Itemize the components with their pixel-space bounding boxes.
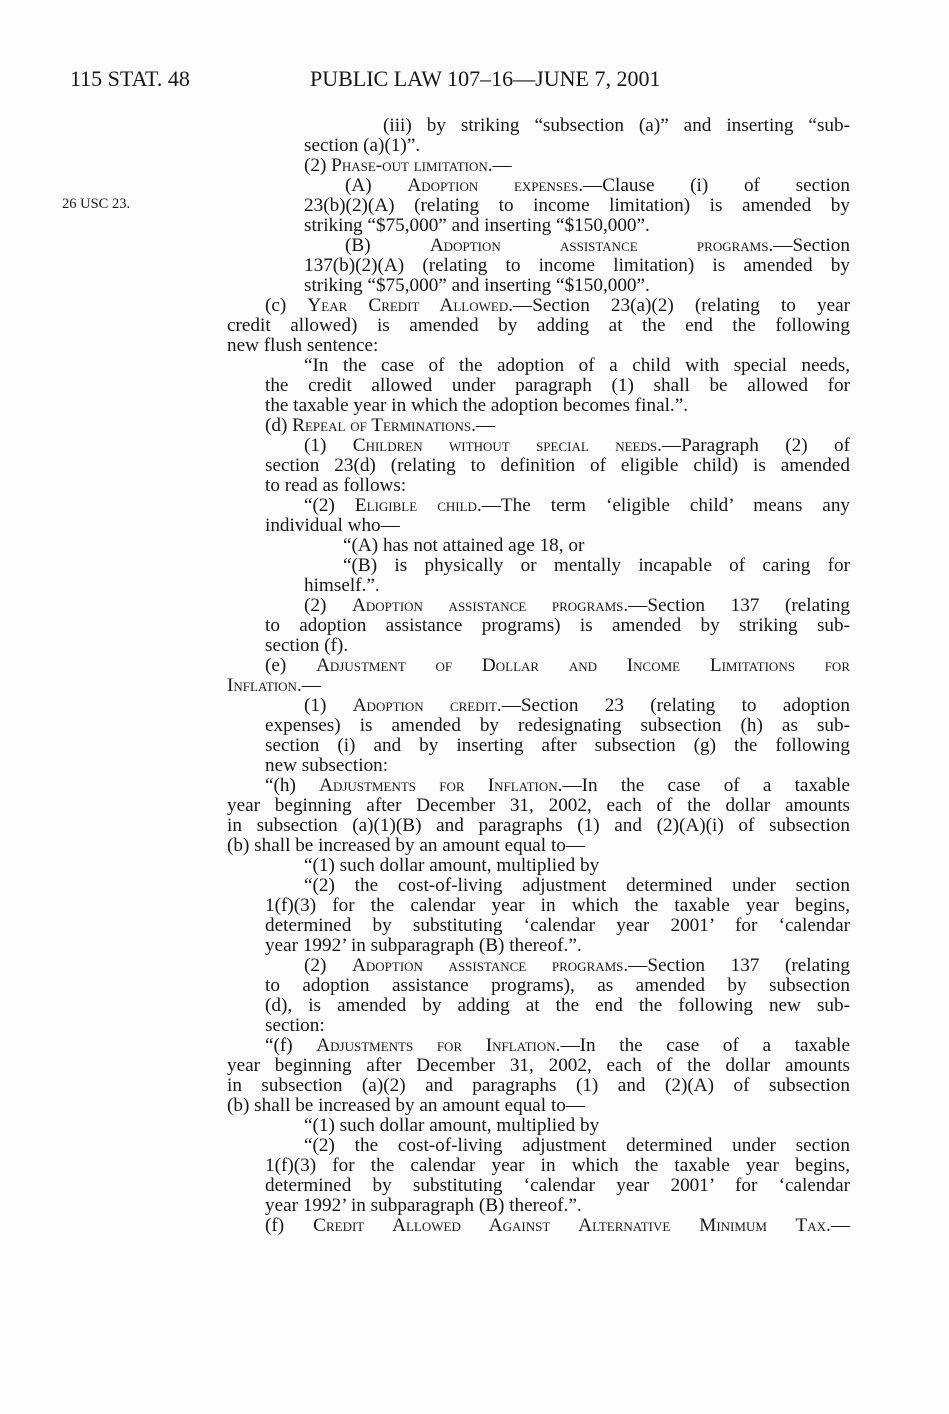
section-heading: (d) Repeal of Terminations.—: [265, 415, 496, 436]
text-line: to adoption assistance programs) is amended by striking sub-: [265, 615, 850, 636]
text-line: new subsection:: [265, 755, 389, 776]
quoted-text-line: “(2) the cost-of-living adjustment determined under section: [304, 1135, 850, 1156]
text-line: 23(b)(2)(A) (relating to income limitation) is amended by: [304, 195, 850, 216]
text-line: section 23(d) (relating to definition of eligible child) is amended: [265, 455, 850, 476]
paragraph-heading: (1) Adoption credit.—Section 23 (relating to adoption: [304, 695, 850, 716]
quoted-text-line: the credit allowed under paragraph (1) shall be allowed for: [265, 375, 850, 396]
section-heading: Inflation.—: [227, 675, 321, 696]
page-title: PUBLIC LAW 107–16—JUNE 7, 2001: [310, 66, 661, 91]
text-line: new flush sentence:: [227, 335, 379, 356]
text-line: to adoption assistance programs), as amended by subsection: [265, 975, 850, 996]
text-line: striking “$75,000” and inserting “$150,000”.: [304, 215, 650, 236]
section-heading: (c) Year Credit Allowed.—Section 23(a)(2) (relating to year: [265, 295, 851, 316]
quoted-text-line: individual who—: [265, 515, 400, 536]
quoted-text-line: the taxable year in which the adoption becomes final.”.: [265, 395, 689, 416]
section-heading: (f) Credit Allowed Against Alternative Minimum Tax.—: [265, 1215, 851, 1236]
text-line: (iii) by striking “subsection (a)” and inserting “sub-: [383, 115, 850, 136]
quoted-text-line: “(h) Adjustments for Inflation.—In the case of a taxable: [265, 775, 850, 796]
text-line: 137(b)(2)(A) (relating to income limitation) is amended by: [304, 255, 850, 276]
subparagraph-heading: (B) Adoption assistance programs.—Section: [345, 235, 850, 256]
text-line: credit allowed) is amended by adding at the end the following: [227, 315, 850, 336]
quoted-text-line: in subsection (a)(1)(B) and paragraphs (1) and (2)(A)(i) of subsection: [227, 815, 850, 836]
quoted-text-line: year 1992’ in subparagraph (B) thereof.”.: [265, 1195, 582, 1216]
paragraph-heading: (2) Adoption assistance programs.—Section 137 (relating: [304, 595, 851, 616]
text-line: section (i) and by inserting after subsection (g) the following: [265, 735, 850, 756]
quoted-text-line: 1(f)(3) for the calendar year in which the taxable year begins,: [265, 1155, 850, 1176]
quoted-text-line: “(2) the cost-of-living adjustment determined under section: [304, 875, 850, 896]
quoted-text-line: “(A) has not attained age 18, or: [343, 535, 585, 556]
quoted-text-line: (b) shall be increased by an amount equal to—: [227, 1095, 586, 1116]
margin-citation: 26 USC 23.: [62, 196, 131, 212]
quoted-text-line: “(1) such dollar amount, multiplied by: [304, 1115, 600, 1136]
section-heading: (2) Phase-out limitation.—: [304, 155, 512, 176]
quoted-text-line: “(2) Eligible child.—The term ‘eligible child’ means any: [304, 495, 851, 516]
quoted-text-line: year beginning after December 31, 2002, each of the dollar amounts: [227, 1055, 850, 1076]
quoted-text-line: in subsection (a)(2) and paragraphs (1) and (2)(A) of subsection: [227, 1075, 850, 1096]
text-line: (d), is amended by adding at the end the following new sub-: [265, 995, 850, 1016]
text-line: section:: [265, 1015, 325, 1036]
text-line: section (a)(1)”.: [304, 135, 421, 156]
quoted-text-line: “(f) Adjustments for Inflation.—In the case of a taxable: [265, 1035, 851, 1056]
quoted-text-line: “(B) is physically or mentally incapable of caring for: [343, 555, 850, 576]
quoted-text-line: determined by substituting ‘calendar year 2001’ for ‘calendar: [265, 915, 850, 936]
quoted-text-line: “(1) such dollar amount, multiplied by: [304, 855, 600, 876]
quoted-text-line: himself.”.: [304, 575, 380, 596]
quoted-text-line: year beginning after December 31, 2002, each of the dollar amounts: [227, 795, 850, 816]
quoted-text-line: determined by substituting ‘calendar year 2001’ for ‘calendar: [265, 1175, 850, 1196]
text-line: expenses) is amended by redesignating subsection (h) as sub-: [265, 715, 850, 736]
subparagraph-heading: (A) Adoption expenses.—Clause (i) of section: [345, 175, 850, 196]
text-line: section (f).: [265, 635, 349, 656]
section-heading: (e) Adjustment of Dollar and Income Limitations for: [265, 655, 850, 676]
paragraph-heading: (2) Adoption assistance programs.—Section 137 (relating: [304, 955, 851, 976]
quoted-text-line: “In the case of the adoption of a child with special needs,: [304, 355, 850, 376]
text-line: striking “$75,000” and inserting “$150,000”.: [304, 275, 650, 296]
paragraph-heading: (1) Children without special needs.—Paragraph (2) of: [304, 435, 851, 456]
quoted-text-line: (b) shall be increased by an amount equal to—: [227, 835, 586, 856]
page-stat-number: 115 STAT. 48: [70, 66, 190, 91]
text-line: to read as follows:: [265, 475, 407, 496]
quoted-text-line: year 1992’ in subparagraph (B) thereof.”.: [265, 935, 582, 956]
quoted-text-line: 1(f)(3) for the calendar year in which the taxable year begins,: [265, 895, 850, 916]
